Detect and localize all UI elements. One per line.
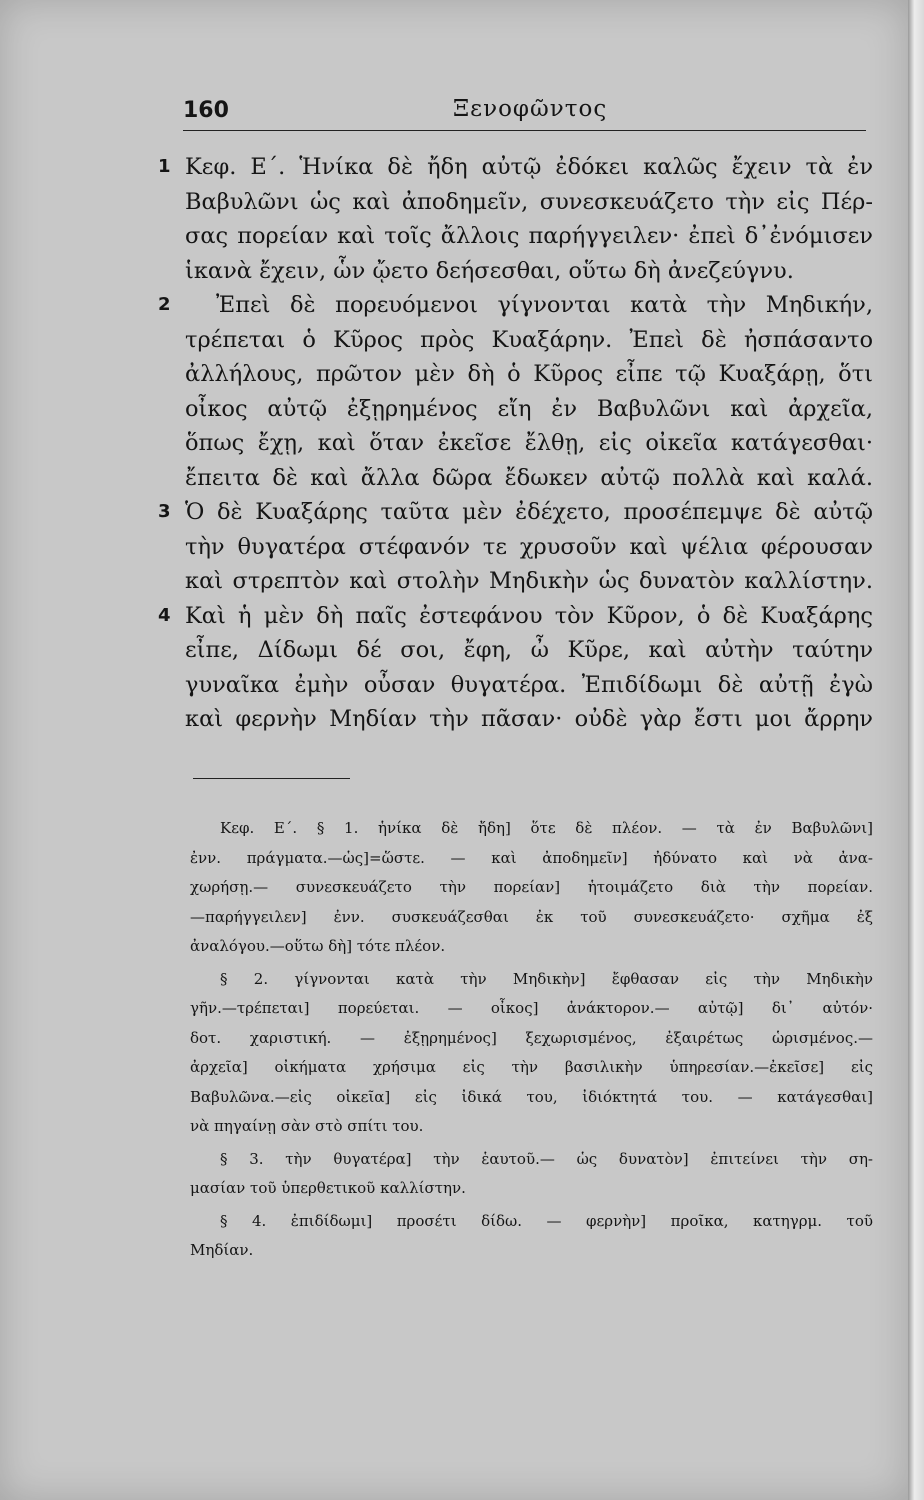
- note-line: ἀναλόγου.—οὕτω δὴ] τότε πλέον.: [190, 937, 446, 955]
- note-line: Κεφ. Ε΄. § 1. ἡνίκα δὲ ἤδη] ὅτε δὲ πλέον. — τὰ ἐν Βαβυλῶνι]: [220, 819, 873, 837]
- main-text: [158, 150, 873, 737]
- note-line: γῆν.—τρέπεται] πορεύεται. — οἶκος] ἀνάκτορον.— αὐτῷ] δι᾽ αὐτόν·: [190, 999, 873, 1017]
- footnote-section-1: [190, 814, 873, 962]
- section-number: 4: [158, 604, 171, 626]
- paragraph-3: [158, 495, 873, 599]
- paragraph-2: [158, 288, 873, 495]
- note-line: § 3. τὴν θυγατέρα] τὴν ἑαυτοῦ.— ὡς δυνατὸν] ἐπιτείνει τὴν ση-: [220, 1149, 873, 1168]
- text-line: Βαβυλῶνι ὡς καὶ ἀποδημεῖν, συνεσκευάζετο τὴν εἰς Πέρ-: [185, 188, 873, 215]
- text-line: Κεφ. Ε΄. Ἡνίκα δὲ ἤδη αὐτῷ ἐδόκει καλῶς ἔχειν τὰ ἐν: [185, 154, 873, 180]
- text-line: ἱκανὰ ἔχειν, ὧν ᾤετο δεήσεσθαι, οὕτω δὴ ἀνεζεύγνυ.: [185, 257, 794, 284]
- text-line: Καὶ ἡ μὲν δὴ παῖς ἐστεφάνου τὸν Κῦρον, ὁ δὲ Κυαξάρης: [185, 602, 873, 629]
- running-title: Ξενοφῶντος: [453, 96, 608, 122]
- note-line: Βαβυλῶνα.—εἰς οἰκεῖα] εἰς ἰδικά του, ἰδιόκτητά του. — κατάγεσθαι]: [190, 1087, 873, 1106]
- note-line: § 4. ἐπιδίδωμι] προσέτι δίδω. — φερνὴν] προῖκα, κατηγρμ. τοῦ: [220, 1211, 873, 1230]
- text-line: γυναῖκα ἐμὴν οὖσαν θυγατέρα. Ἐπιδίδωμι δὲ αὐτῇ ἐγὼ: [185, 671, 873, 698]
- footnote-separator: [193, 778, 350, 779]
- footnote-section-3: [190, 1145, 873, 1204]
- text-line: καὶ στρεπτὸν καὶ στολὴν Μηδικὴν ὡς δυνατὸν καλλίστην.: [185, 568, 873, 594]
- page-header: [183, 96, 866, 131]
- text-line: σας πορείαν καὶ τοῖς ἄλλοις παρήγγειλεν· ἐπεὶ δ᾽ἐνόμισεν: [185, 223, 873, 249]
- note-line: § 2. γίγνονται κατὰ τὴν Μηδικὴν] ἔφθασαν εἰς τὴν Μηδικὴν: [220, 969, 873, 988]
- page-number: 160: [183, 98, 229, 123]
- text-line: τρέπεται ὁ Κῦρος πρὸς Κυαξάρην. Ἐπεὶ δὲ ἠσπάσαντο: [185, 326, 873, 353]
- text-line: εἶπε, Δίδωμι δέ σοι, ἔφη, ὦ Κῦρε, καὶ αὐτὴν ταύτην: [185, 637, 873, 663]
- text-line: καὶ φερνὴν Μηδίαν τὴν πᾶσαν· οὐδὲ γὰρ ἔστι μοι ἄρρην: [185, 706, 873, 732]
- text-line: Ὁ δὲ Κυαξάρης ταῦτα μὲν ἐδέχετο, προσέπεμψε δὲ αὐτῷ: [185, 499, 873, 525]
- paragraph-4: [158, 599, 873, 737]
- note-line: νὰ πηγαίνῃ σὰν στὸ σπίτι του.: [190, 1117, 424, 1135]
- note-line: μασίαν τοῦ ὑπερθετικοῦ καλλίστην.: [190, 1179, 466, 1197]
- note-line: Μηδίαν.: [190, 1241, 254, 1259]
- text-line: ἔπειτα δὲ καὶ ἄλλα δῶρα ἔδωκεν αὐτῷ πολλὰ καὶ καλά.: [185, 464, 873, 491]
- section-number: 2: [158, 294, 171, 315]
- note-line: δοτ. χαριστική. — ἐξῃρημένος] ξεχωρισμένος, ἐξαιρέτως ὡρισμένος.—: [190, 1028, 873, 1047]
- footnotes: [190, 814, 873, 1269]
- section-number: 1: [158, 156, 171, 177]
- note-line: —παρήγγειλεν] ἐνν. συσκευάζεσθαι ἐκ τοῦ συνεσκευάζετο· σχῆμα ἐξ: [190, 907, 873, 926]
- footnote-section-4: [190, 1207, 873, 1266]
- note-line: ἀρχεῖα] οἰκήματα χρήσιμα εἰς τὴν βασιλικὴν ὑπηρεσίαν.—ἐκεῖσε] εἰς: [190, 1058, 873, 1076]
- page-edge: [908, 0, 924, 1500]
- text-line: οἶκος αὐτῷ ἐξῃρημένος εἴη ἐν Βαβυλῶνι καὶ ἀρχεῖα,: [185, 395, 873, 422]
- section-number: 3: [158, 501, 171, 522]
- note-line: χωρήσῃ.— συνεσκευάζετο τὴν πορείαν] ἡτοιμάζετο διὰ τὴν πορείαν.: [190, 878, 873, 896]
- note-line: ἐνν. πράγματα.—ὡς]=ὥστε. — καὶ ἀποδημεῖν] ἠδύνατο καὶ νὰ ἀνα-: [190, 848, 873, 867]
- paragraph-1: [158, 150, 873, 288]
- text-line: ὅπως ἔχῃ, καὶ ὅταν ἐκεῖσε ἔλθῃ, εἰς οἰκεῖα κατάγεσθαι·: [185, 430, 873, 456]
- text-line: τὴν θυγατέρα στέφανόν τε χρυσοῦν καὶ ψέλια φέρουσαν: [185, 533, 873, 560]
- text-line: ἀλλήλους, πρῶτον μὲν δὴ ὁ Κῦρος εἶπε τῷ Κυαξάρῃ, ὅτι: [185, 361, 873, 387]
- text-line: Ἐπεὶ δὲ πορευόμενοι γίγνονται κατὰ τὴν Μηδικήν,: [216, 292, 873, 318]
- footnote-section-2: [190, 965, 873, 1142]
